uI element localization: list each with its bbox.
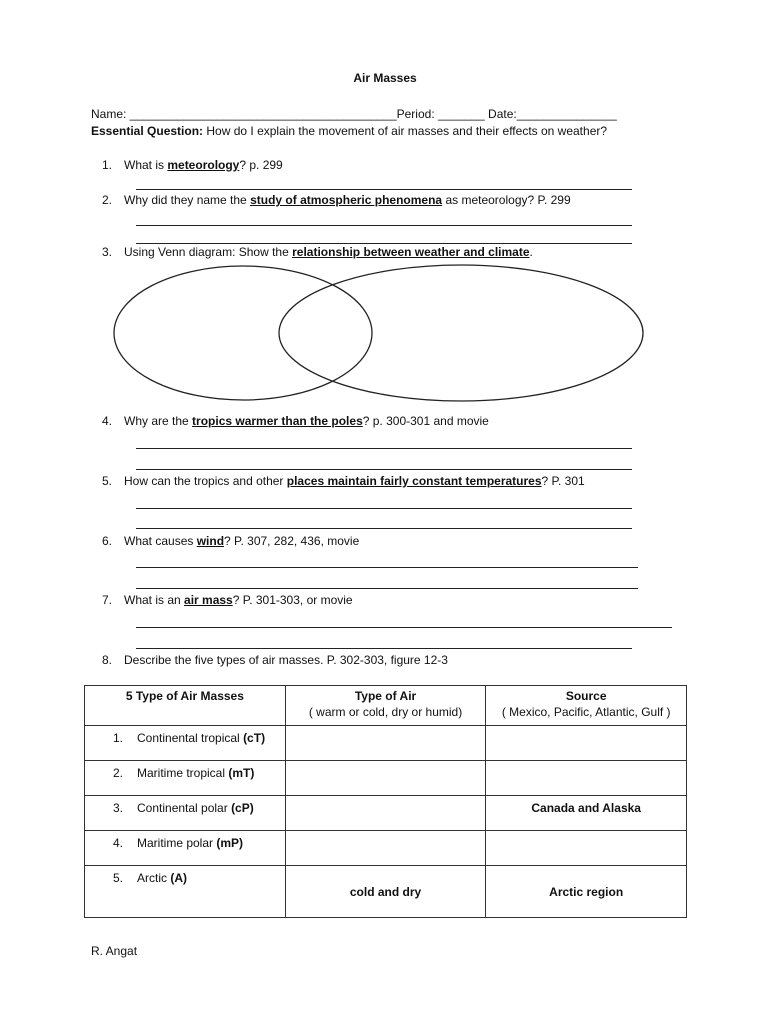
question-1: 1. What is meteorology? p. 299 (102, 158, 283, 172)
table-row (85, 831, 687, 866)
question-2: 2. Why did they name the study of atmospheric phenomena as meteorology? P. 299 (102, 193, 571, 207)
table-row (85, 761, 687, 796)
answer-line[interactable] (136, 588, 638, 589)
author-footer: R. Angat (91, 944, 138, 958)
source-cell[interactable] (486, 761, 687, 796)
essential-question (91, 124, 607, 138)
question-3: 3. Using Venn diagram: Show the relationship between weather and climate. (102, 245, 533, 259)
air-type-cell[interactable] (285, 831, 486, 866)
question-8: 8. Describe the five types of air masses. P. 302-303, figure 12-3 (102, 653, 448, 667)
source-cell[interactable]: Arctic region (486, 866, 687, 918)
air-mass-name: 3. Continental polar (cP) (85, 796, 286, 831)
answer-line[interactable] (136, 648, 632, 649)
answer-line[interactable] (136, 567, 638, 568)
venn-circle-left[interactable] (114, 266, 372, 400)
answer-line[interactable] (136, 189, 632, 190)
source-cell[interactable]: Canada and Alaska (486, 796, 687, 831)
header-source: Source ( Mexico, Pacific, Atlantic, Gulf ) (486, 686, 687, 726)
answer-line[interactable] (136, 528, 632, 529)
air-mass-name: 1. Continental tropical (cT) (85, 726, 286, 761)
header-air-mass-types: 5 Type of Air Masses (85, 686, 286, 726)
table-row (85, 866, 687, 918)
answer-line[interactable] (136, 469, 632, 470)
answer-line[interactable] (136, 448, 632, 449)
key-term: air mass (184, 593, 233, 607)
venn-diagram[interactable] (110, 260, 650, 405)
key-term: tropics warmer than the poles (192, 414, 363, 428)
essential-question-text: How do I explain the movement of air masses and their effects on weather? (206, 124, 608, 138)
air-mass-name: 4. Maritime polar (mP) (85, 831, 286, 866)
source-cell[interactable] (486, 726, 687, 761)
page-title: Air Masses (353, 71, 417, 85)
name-period-date-line: Name: ________________________________________Period: _______ Date:_______________ (91, 107, 617, 121)
answer-line[interactable] (136, 508, 632, 509)
air-masses-table (84, 685, 687, 918)
question-5: 5. How can the tropics and other places maintain fairly constant temperatures? P. 301 (102, 474, 585, 488)
answer-line[interactable] (136, 225, 632, 226)
table-row (85, 796, 687, 831)
air-mass-name: 2. Maritime tropical (mT) (85, 761, 286, 796)
table-row (85, 726, 687, 761)
answer-line[interactable] (136, 627, 672, 628)
key-term: relationship between weather and climate (292, 245, 530, 259)
air-type-cell[interactable] (285, 796, 486, 831)
key-term: places maintain fairly constant temperatures (286, 474, 542, 488)
air-type-cell[interactable]: cold and dry (285, 866, 486, 918)
answer-line[interactable] (136, 243, 632, 244)
key-term: study of atmospheric phenomena (250, 193, 443, 207)
question-7: 7. What is an air mass? P. 301-303, or movie (102, 593, 353, 607)
key-term: meteorology (167, 158, 240, 172)
air-type-cell[interactable] (285, 761, 486, 796)
question-4: 4. Why are the tropics warmer than the poles? p. 300-301 and movie (102, 414, 489, 428)
header-type-of-air: Type of Air ( warm or cold, dry or humid) (285, 686, 486, 726)
table-header-row (85, 686, 687, 726)
question-6: 6. What causes wind? P. 307, 282, 436, movie (102, 534, 360, 548)
air-type-cell[interactable] (285, 726, 486, 761)
key-term: wind (196, 534, 225, 548)
source-cell[interactable] (486, 831, 687, 866)
essential-question-label: Essential Question: (91, 124, 204, 138)
air-mass-name: 5. Arctic (A) (85, 866, 286, 918)
